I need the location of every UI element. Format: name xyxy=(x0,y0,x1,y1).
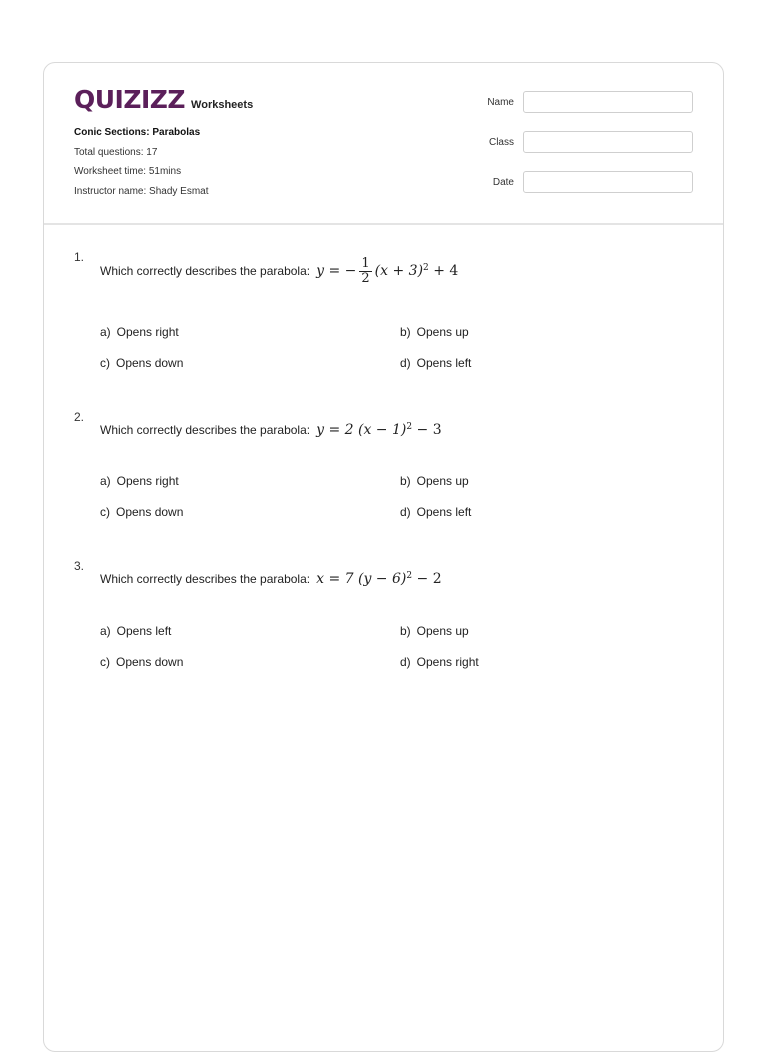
equation: y = − $\frac{1}{2}$ (x + 3) $^2$ + 4 xyxy=(316,256,459,286)
class-label: Class xyxy=(488,136,514,148)
worksheet-title: Conic Sections: Parabolas xyxy=(74,127,201,138)
question-prompt xyxy=(100,571,442,587)
quizizz-logo: QUIZIZZ xyxy=(74,85,186,114)
class-field-row xyxy=(474,131,693,153)
brand-subtitle: Worksheets xyxy=(191,99,254,111)
option-a[interactable]: a) Opens left xyxy=(100,624,172,638)
prompt-text: Which correctly describes the parabola: xyxy=(100,264,311,279)
date-label: Date xyxy=(492,176,514,188)
option-c[interactable]: c) Opens down xyxy=(100,356,184,370)
question-prompt xyxy=(100,422,442,438)
option-b[interactable]: b) Opens up xyxy=(400,325,469,339)
question-number: 3. xyxy=(74,559,85,573)
option-b[interactable]: b) Opens up xyxy=(400,474,469,488)
worksheet-header xyxy=(44,63,723,225)
worksheet-time: Worksheet time: 51mins xyxy=(74,166,182,177)
equation: x = 7 (y − 6) $^2$ − 2 xyxy=(316,571,442,587)
option-d[interactable]: d) Opens left xyxy=(400,356,472,370)
date-input[interactable] xyxy=(523,171,693,193)
instructor-name: Instructor name: Shady Esmat xyxy=(74,185,209,197)
option-c[interactable]: c) Opens down xyxy=(100,655,184,669)
total-questions: Total questions: 17 xyxy=(74,146,158,158)
prompt-text: Which correctly describes the parabola: xyxy=(100,572,311,586)
question-number: 2. xyxy=(74,410,85,424)
option-d[interactable]: d) Opens left xyxy=(400,505,472,519)
name-label: Name xyxy=(487,96,514,108)
equation: y = 2 (x − 1) $^2$ − 3 xyxy=(316,422,442,438)
fraction: $\frac{1}{2}$ xyxy=(361,256,370,286)
worksheet-card xyxy=(43,62,724,1052)
option-d[interactable]: d) Opens right xyxy=(400,655,479,669)
question-prompt xyxy=(100,257,458,285)
question-number: 1. xyxy=(74,250,85,264)
brand xyxy=(74,85,253,114)
date-field-row xyxy=(474,171,693,193)
option-a[interactable]: a) Opens right xyxy=(100,474,179,488)
option-c[interactable]: c) Opens down xyxy=(100,505,184,519)
name-input[interactable] xyxy=(523,91,693,113)
option-a[interactable]: a) Opens right xyxy=(100,325,179,339)
prompt-text: Which correctly describes the parabola: xyxy=(100,423,311,437)
class-input[interactable] xyxy=(523,131,693,153)
worksheet-meta xyxy=(74,126,209,204)
option-b[interactable]: b) Opens up xyxy=(400,624,469,638)
name-field-row xyxy=(474,91,693,113)
